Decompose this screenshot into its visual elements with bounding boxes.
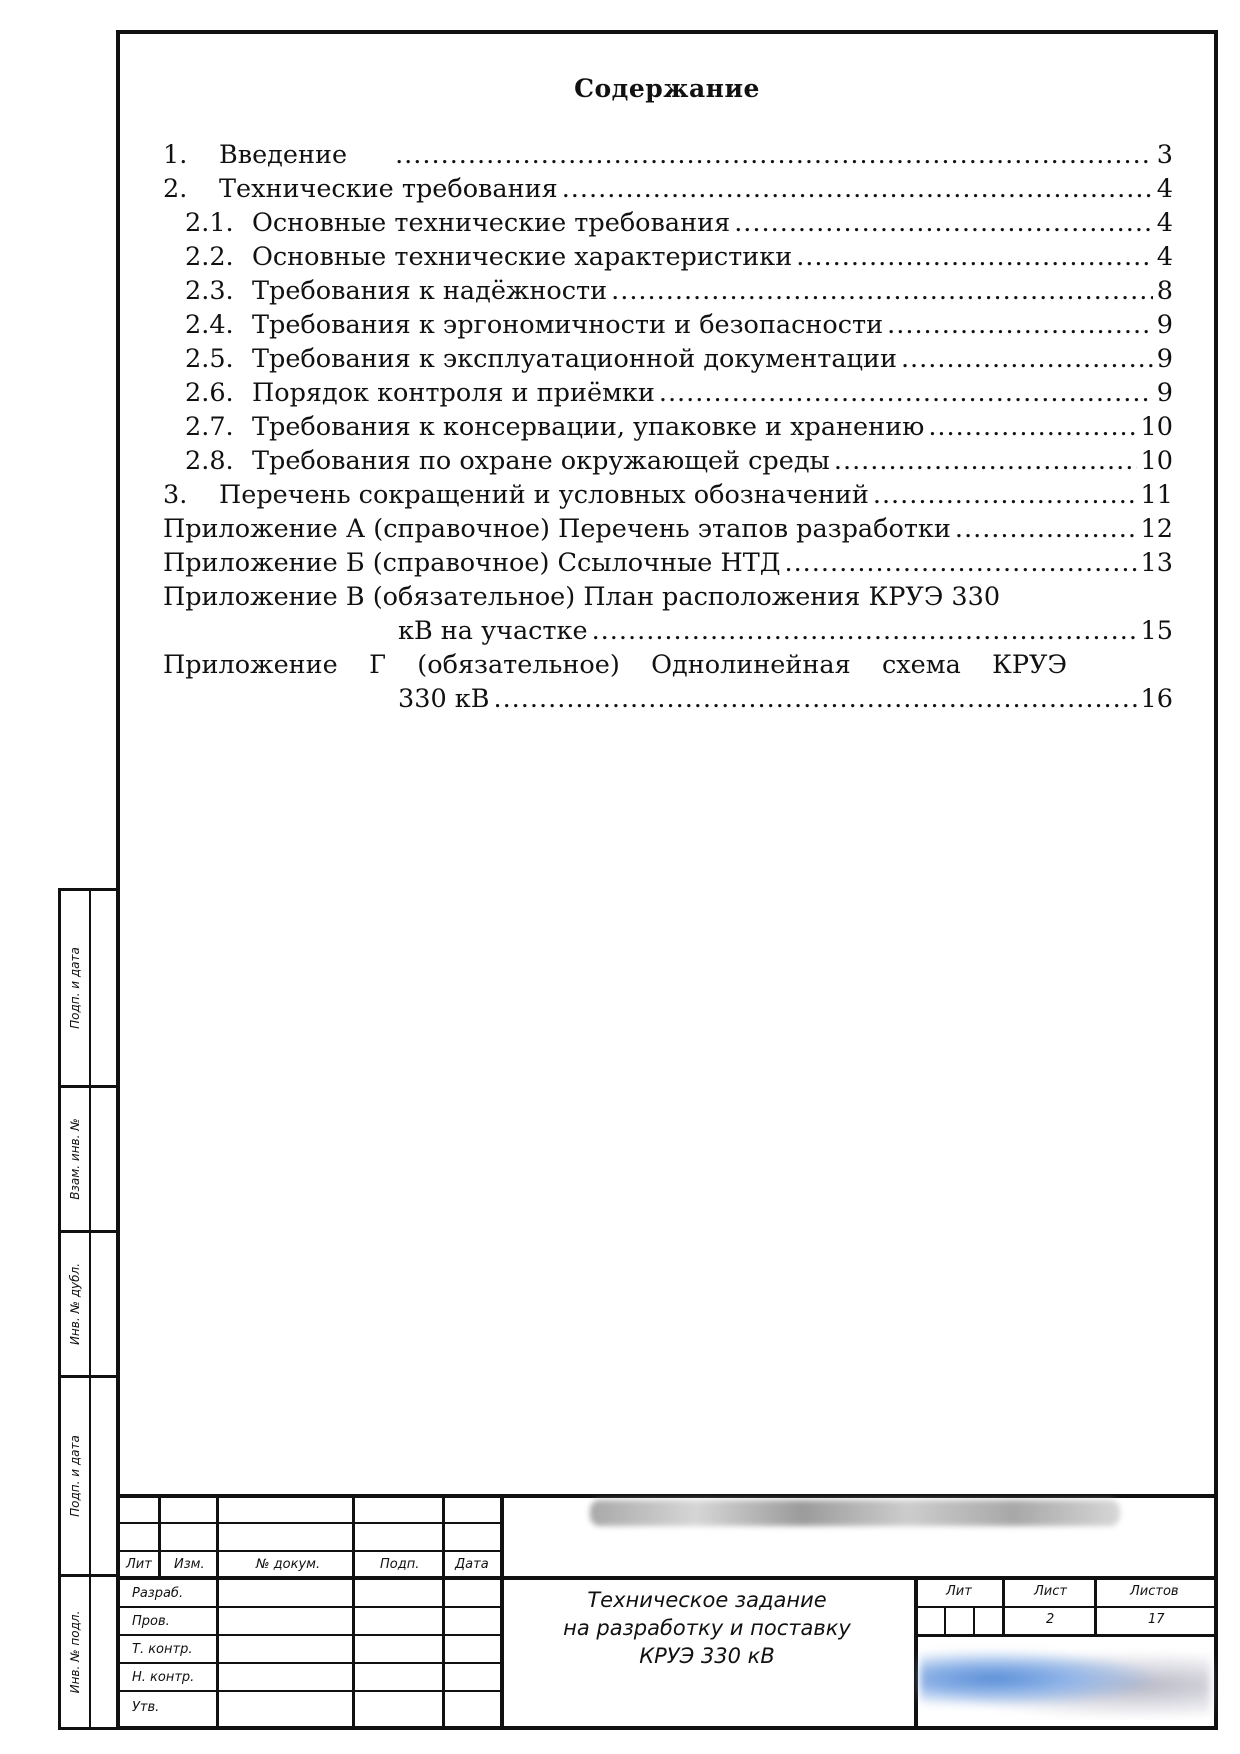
stamp-line xyxy=(973,1606,975,1636)
stamp-doc-title-line: КРУЭ 330 кВ xyxy=(639,1644,775,1668)
toc-num: 2.7. xyxy=(185,412,234,442)
toc-label: Приложение А (справочное) Перечень этапов разработки xyxy=(163,514,951,544)
toc-word: Г xyxy=(369,650,386,680)
toc-label: Технические требования xyxy=(219,174,558,204)
toc-item xyxy=(163,174,1173,204)
toc-label: кВ на участке xyxy=(398,616,588,646)
stamp-line xyxy=(914,1578,918,1730)
toc-num: 2.6. xyxy=(185,378,234,408)
toc-label: Перечень сокращений и условных обозначений xyxy=(219,480,869,510)
toc-label: Введение xyxy=(219,140,348,170)
toc-leader xyxy=(887,310,1153,340)
toc-page: 4 xyxy=(1156,174,1173,204)
toc-page: 9 xyxy=(1156,378,1173,408)
side-cell-sign-date-2 xyxy=(58,1375,120,1577)
toc-num: 2.8. xyxy=(185,446,234,476)
toc-leader xyxy=(834,446,1137,476)
toc-item xyxy=(163,514,1173,544)
toc-leader xyxy=(873,480,1137,510)
toc-leader xyxy=(796,242,1153,272)
stamp-line xyxy=(944,1606,946,1636)
toc-num: 2.2. xyxy=(185,242,234,272)
side-label: Инв. № подл. xyxy=(68,1610,82,1694)
toc-label: Требования к эксплуатационной документации xyxy=(252,344,897,374)
stamp-sheets-value: 17 xyxy=(1148,1612,1165,1627)
stamp-line xyxy=(914,1606,1218,1608)
toc-item xyxy=(185,242,1173,272)
toc-page: 9 xyxy=(1156,310,1173,340)
side-label: Взам. инв. № xyxy=(68,1118,82,1200)
toc-num: 2.5. xyxy=(185,344,234,374)
stamp-doc-title xyxy=(502,1586,912,1670)
toc-appendix-v-line1: Приложение В (обязательное) План расположения КРУЭ 330 xyxy=(163,582,1001,612)
stamp-role-norm-control: Н. контр. xyxy=(132,1670,195,1685)
stamp-line xyxy=(1094,1578,1097,1636)
toc-page: 4 xyxy=(1156,208,1173,238)
stamp-sheets-label: Листов xyxy=(1130,1584,1179,1599)
stamp-line xyxy=(352,1494,355,1730)
toc-leader xyxy=(928,412,1136,442)
side-cell-replace-inv xyxy=(58,1085,120,1233)
toc-page: 12 xyxy=(1140,514,1173,544)
stamp-line xyxy=(158,1494,161,1578)
toc-num: 2.3. xyxy=(185,276,234,306)
toc-num: 2.4. xyxy=(185,310,234,340)
stamp-sheet-label: Лист xyxy=(1034,1584,1067,1599)
toc-label: Основные технические характеристики xyxy=(252,242,793,272)
toc-num: 1. xyxy=(163,140,188,170)
toc-page: 10 xyxy=(1140,412,1173,442)
toc-page: 3 xyxy=(1156,140,1173,170)
toc-leader xyxy=(784,548,1136,578)
stamp-header-izm: Изм. xyxy=(174,1557,205,1572)
side-label-cell xyxy=(61,1378,91,1574)
side-label: Подп. и дата xyxy=(68,947,82,1029)
stamp-sheet-value: 2 xyxy=(1046,1612,1055,1627)
toc-item xyxy=(163,480,1173,510)
toc-page: 10 xyxy=(1140,446,1173,476)
stamp-doc-title-line: Техническое задание xyxy=(587,1588,827,1612)
toc-label: Порядок контроля и приёмки xyxy=(252,378,655,408)
toc-item xyxy=(163,140,1173,170)
toc-leader xyxy=(955,514,1137,544)
stamp-role-checker: Пров. xyxy=(132,1614,170,1629)
stamp-doc-title-line: на разработку и поставку xyxy=(563,1616,851,1640)
toc-item xyxy=(185,412,1173,442)
toc-item xyxy=(185,276,1173,306)
side-label-cell xyxy=(61,1233,91,1375)
toc-page: 8 xyxy=(1156,276,1173,306)
toc-item xyxy=(398,616,1173,646)
toc-word: (обязательное) xyxy=(417,650,620,680)
toc-leader xyxy=(395,140,1153,170)
toc-leader xyxy=(734,208,1153,238)
stamp-role-tech-control: Т. контр. xyxy=(132,1642,193,1657)
toc-leader xyxy=(493,684,1136,714)
side-label-cell xyxy=(61,1088,91,1230)
stamp-header-lit: Лит xyxy=(126,1557,152,1572)
side-cell-orig-inv xyxy=(58,1574,120,1730)
stamp-line xyxy=(1002,1578,1005,1636)
page-title: Содержание xyxy=(574,74,760,103)
toc-leader xyxy=(659,378,1153,408)
toc-word: схема xyxy=(882,650,961,680)
toc-label: 330 кВ xyxy=(398,684,490,714)
toc-item xyxy=(185,446,1173,476)
toc-page: 15 xyxy=(1140,616,1173,646)
stamp-line xyxy=(914,1634,1218,1637)
toc-num: 2. xyxy=(163,174,188,204)
toc-label: Приложение Б (справочное) Ссылочные НТД xyxy=(163,548,781,578)
toc-item xyxy=(185,344,1173,374)
toc-item xyxy=(185,378,1173,408)
redacted-document-code xyxy=(590,1500,1120,1526)
stamp-line xyxy=(216,1494,219,1730)
toc-word: КРУЭ xyxy=(992,650,1067,680)
toc-label: Требования к консервации, упаковке и хранению xyxy=(252,412,925,442)
stamp-role-approved: Утв. xyxy=(132,1700,160,1715)
toc-appendix-g-line1 xyxy=(163,650,1067,680)
toc-item xyxy=(398,684,1173,714)
toc-page: 9 xyxy=(1156,344,1173,374)
stamp-header-sign: Подп. xyxy=(380,1557,420,1572)
toc-label: Основные технические требования xyxy=(252,208,731,238)
toc-page: 16 xyxy=(1140,684,1173,714)
toc-label: Требования к эргономичности и безопасности xyxy=(252,310,884,340)
stamp-line xyxy=(116,1576,1218,1580)
toc-word: Однолинейная xyxy=(651,650,851,680)
side-label-cell xyxy=(61,891,91,1085)
toc-page: 13 xyxy=(1140,548,1173,578)
toc-item xyxy=(185,310,1173,340)
toc-num: 3. xyxy=(163,480,188,510)
side-cell-sign-date-1 xyxy=(58,888,120,1088)
toc-leader xyxy=(611,276,1153,306)
toc-num: 2.1. xyxy=(185,208,234,238)
toc-page: 11 xyxy=(1140,480,1173,510)
toc-leader xyxy=(901,344,1153,374)
side-cell-dup-inv xyxy=(58,1230,120,1378)
toc-leader xyxy=(562,174,1153,204)
toc-page: 4 xyxy=(1156,242,1173,272)
side-label: Инв. № дубл. xyxy=(68,1262,82,1346)
side-label: Подп. и дата xyxy=(68,1435,82,1517)
toc-leader xyxy=(592,616,1137,646)
stamp-lit-label: Лит xyxy=(946,1584,972,1599)
toc-label: Требования к надёжности xyxy=(252,276,608,306)
redacted-company-logo xyxy=(920,1648,1210,1716)
stamp-role-developer: Разраб. xyxy=(132,1586,184,1601)
stamp-header-doc-no: № докум. xyxy=(256,1557,321,1572)
side-label-cell xyxy=(61,1577,91,1727)
stamp-header-date: Дата xyxy=(455,1557,489,1572)
toc-item xyxy=(185,208,1173,238)
toc-word: Приложение xyxy=(163,650,338,680)
toc-item xyxy=(163,548,1173,578)
stamp-line xyxy=(442,1494,445,1730)
toc-label: Требования по охране окружающей среды xyxy=(252,446,830,476)
